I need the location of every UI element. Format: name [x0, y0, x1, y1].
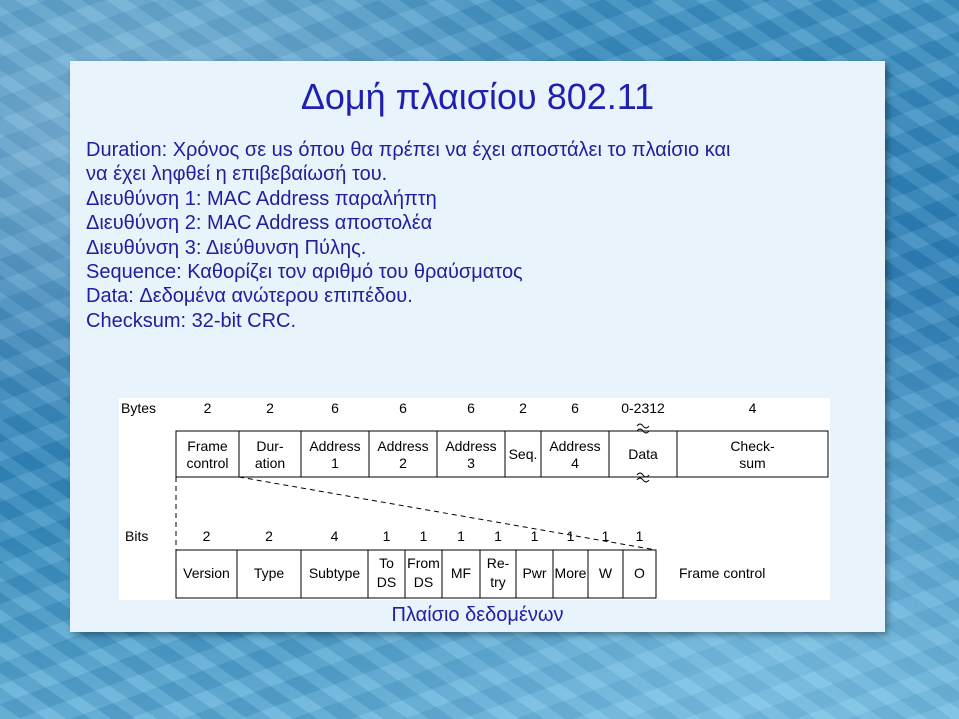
frame-field-size: 6: [399, 400, 407, 416]
control-field-label: Pwr: [522, 565, 547, 581]
frame-diagram: [119, 398, 830, 600]
body-line: Sequence: Καθορίζει τον αριθμό του θραύσματος: [86, 261, 523, 284]
frame-field-label: Dur-: [256, 438, 284, 454]
control-field-label: DS: [413, 574, 434, 590]
frame-field-label: Address: [377, 438, 429, 454]
frame-field-label: 4: [571, 455, 579, 471]
control-field-label: W: [598, 565, 613, 581]
control-field-label: Re-: [486, 555, 510, 571]
control-field-label: DS: [376, 574, 397, 590]
frame-field-size: 2: [519, 400, 527, 416]
frame-field-size: 6: [331, 400, 339, 416]
frame-field-size: 6: [571, 400, 579, 416]
control-field-size: 1: [457, 528, 465, 544]
frame-field-size: 4: [748, 400, 757, 416]
frame-field-label: Frame: [187, 438, 228, 454]
expand-line-right: [239, 477, 656, 550]
slide: [70, 61, 885, 632]
frame-field-label: ation: [254, 455, 286, 471]
body-line: Duration: Χρόνος σε us όπου θα πρέπει να έχει αποστάλει το πλαίσιο και: [86, 139, 731, 161]
body-line: Διευθύνση 3: Διεύθυνση Πύλης.: [86, 236, 367, 259]
frame-field-label: sum: [739, 455, 766, 471]
control-field-size: 4: [330, 528, 339, 544]
body-text: [86, 138, 876, 333]
control-field-size: 2: [202, 528, 211, 544]
control-field-size: 1: [419, 528, 428, 544]
diagram-caption: Πλαίσιο δεδομένων: [391, 604, 564, 626]
frame-field-size: 2: [203, 400, 212, 416]
slide-title: Δομή πλαισίου 802.11: [300, 76, 655, 117]
body-line: Διευθύνση 1: MAC Address παραλήπτη: [86, 187, 437, 210]
control-field-size: 1: [530, 528, 539, 544]
frame-control-label: Frame control: [679, 565, 766, 581]
control-field-label: Subtype: [308, 565, 361, 581]
frame-field-size: 2: [266, 400, 274, 416]
frame-field-label: Address: [549, 438, 601, 454]
frame-field-label: Seq.: [508, 446, 538, 462]
control-field-label: Type: [253, 565, 285, 581]
body-line: Data: Δεδομένα ανώτερου επιπέδου.: [86, 285, 413, 308]
bytes-label: Bytes: [121, 400, 157, 416]
control-field-size: 1: [382, 528, 391, 544]
bits-label: Bits: [125, 528, 149, 544]
control-field-size: 2: [265, 528, 273, 544]
control-field-label: try: [490, 574, 506, 590]
frame-field-label: Data: [628, 446, 658, 462]
control-field-label: More: [554, 565, 587, 581]
control-field-size: 1: [601, 528, 610, 544]
control-field-label: MF: [450, 565, 472, 581]
control-field-label: O: [634, 565, 645, 581]
control-field-label: From: [407, 555, 440, 571]
frame-field-label: 1: [331, 455, 339, 471]
control-field-size: 1: [635, 528, 644, 544]
control-field-label: To: [379, 555, 394, 571]
frame-field-label: Address: [309, 438, 361, 454]
frame-field-label: control: [186, 455, 229, 471]
control-field-label: Version: [183, 565, 230, 581]
control-field-size: 1: [494, 528, 502, 544]
frame-field-label: 2: [399, 455, 407, 471]
frame-field-label: Address: [445, 438, 497, 454]
body-line: Διευθύνση 2: MAC Address αποστολέα: [86, 212, 433, 235]
control-field-size: 1: [566, 528, 575, 544]
body-line: να έχει ληφθεί η επιβεβαίωσή του.: [86, 163, 388, 186]
frame-field-size: 0-2312: [621, 400, 665, 416]
frame-field-label: Check-: [730, 438, 775, 454]
frame-field-label: 3: [467, 455, 475, 471]
frame-field-size: 6: [467, 400, 475, 416]
body-line: Checksum: 32-bit CRC.: [86, 309, 297, 332]
